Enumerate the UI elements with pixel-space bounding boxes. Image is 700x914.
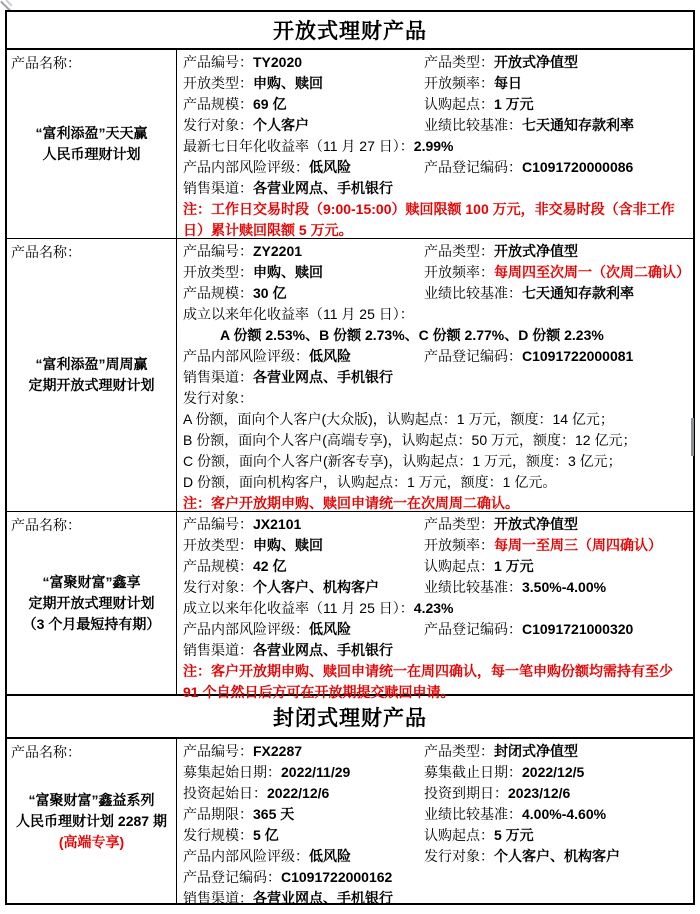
field	[424, 115, 634, 136]
field-label: 产品登记编码：	[183, 869, 281, 885]
field-label: 认购起点：	[424, 96, 494, 112]
field-label: 成立以来年化收益率（11 月 25 日）：	[183, 306, 414, 322]
field-value: 各营业网点、手机银行	[253, 642, 393, 658]
field	[183, 535, 424, 556]
detail-line	[183, 619, 690, 640]
share-class-returns: A 份额 2.53%、B 份额 2.73%、C 份额 2.77%、D 份额 2.23%	[220, 327, 604, 343]
product-name	[7, 739, 176, 903]
product-name-label: 产品名称：	[11, 55, 81, 71]
field	[424, 825, 534, 846]
field-label: 募集起始日期：	[183, 764, 281, 780]
field-label: 产品登记编码：	[424, 159, 522, 175]
product-name	[7, 239, 176, 511]
detail-line	[183, 804, 690, 825]
field-label: 产品类型：	[424, 743, 494, 759]
field	[183, 283, 424, 304]
field-value: 30 亿	[253, 285, 287, 301]
product-name-line: “富聚财富”鑫享	[42, 573, 141, 590]
detail-line	[183, 157, 690, 178]
detail-line	[183, 388, 690, 409]
field	[424, 52, 578, 73]
product-name-cell	[7, 512, 177, 694]
field	[183, 241, 424, 262]
scrollbar-thumb-fragment[interactable]	[691, 418, 694, 456]
field	[424, 241, 578, 262]
product-name-line: 人民币理财计划	[42, 146, 141, 162]
product-detail-cell	[177, 50, 693, 238]
product-name-line: “富利添盈”天天赢	[35, 125, 148, 141]
field-value: 个人客户、机构客户	[253, 579, 379, 595]
product-name-label: 产品名称：	[11, 744, 81, 760]
field	[183, 52, 424, 73]
field-value: 七天通知存款利率	[522, 117, 634, 133]
field-label: 产品规模：	[183, 96, 253, 112]
field-value: C1091721000320	[522, 621, 634, 637]
field-value: 1 万元	[494, 558, 534, 574]
field	[424, 514, 578, 535]
detail-line	[183, 783, 690, 804]
field	[424, 157, 633, 178]
field	[183, 741, 424, 762]
detail-line	[183, 888, 690, 909]
note-text: 注：客户开放期申购、赎回申请统一在次周周二确认。	[183, 495, 519, 511]
field-value: 5 万元	[494, 827, 534, 843]
field	[424, 262, 690, 283]
field-value: FX2287	[253, 743, 303, 759]
field-label: 产品登记编码：	[424, 621, 522, 637]
field	[183, 825, 424, 846]
field-label: 发行对象：	[424, 848, 494, 864]
field-label: 业绩比较基准：	[424, 117, 522, 133]
product-detail-cell	[177, 739, 693, 906]
field-value: 365 天	[253, 806, 295, 822]
field-label: 业绩比较基准：	[424, 579, 522, 595]
field-label: 开放频率：	[424, 264, 494, 280]
field-label: 成立以来年化收益率（11 月 25 日）：	[183, 600, 414, 616]
detail-line	[183, 598, 690, 619]
share-class-detail: A 份额，面向个人客户(大众版)，认购起点：1 万元，额度：14 亿元；	[183, 411, 614, 427]
detail-line	[183, 52, 690, 73]
product-name-line: “富利添盈”周周赢	[35, 356, 148, 372]
field	[424, 577, 606, 598]
field-label: 投资起始日：	[183, 785, 267, 801]
field-label: 产品内部风险评级：	[183, 348, 309, 364]
field-value: 封闭式净值型	[494, 743, 578, 759]
field-label: 开放频率：	[424, 75, 494, 91]
detail-line	[183, 741, 690, 762]
field-label: 产品规模：	[183, 285, 253, 301]
note-text: 注：客户开放期申购、赎回申请统一在周四确认，每一笔申购份额均需持有至少 91 个自然日后方可在开放期提交赎回申请。	[183, 663, 673, 700]
field	[424, 741, 578, 762]
field-label: 最新七日年化收益率（11 月 27 日）：	[183, 138, 414, 154]
detail-line	[183, 136, 690, 157]
field-value: 七天通知存款利率	[522, 285, 634, 301]
field-label: 销售渠道：	[183, 890, 253, 906]
field-label: 发行对象：	[183, 117, 253, 133]
detail-line	[183, 73, 690, 94]
field-label: 开放类型：	[183, 75, 253, 91]
product-name-cell	[7, 50, 177, 238]
field-label: 开放类型：	[183, 264, 253, 280]
field-label: 发行对象：	[183, 390, 253, 406]
field-label: 发行对象：	[183, 579, 253, 595]
field	[183, 115, 424, 136]
product-name	[7, 50, 176, 238]
field-label: 业绩比较基准：	[424, 806, 522, 822]
field-value: 每日	[494, 75, 522, 91]
field-value: 每周四至次周一（次周二确认）	[494, 264, 690, 280]
detail-line	[183, 283, 690, 304]
field-label: 业绩比较基准：	[424, 285, 522, 301]
field-label: 开放频率：	[424, 537, 494, 553]
field-value: 各营业网点、手机银行	[253, 180, 393, 196]
field-value: 2022/12/5	[522, 764, 585, 780]
field-value: 3.50%-4.00%	[522, 579, 607, 595]
product-name-line: 人民币理财计划 2287 期	[16, 812, 167, 829]
product-detail-cell	[177, 239, 693, 511]
field-value: 申购、赎回	[253, 264, 323, 280]
field-value: TY2020	[253, 54, 303, 70]
field	[424, 73, 522, 94]
field-value: 4.00%-4.60%	[522, 806, 607, 822]
field-value: 开放式净值型	[494, 54, 578, 70]
field-value: ZY2201	[253, 243, 303, 259]
detail-line	[183, 535, 690, 556]
product-row-jx2101	[7, 511, 693, 700]
product-name-cell	[7, 739, 177, 903]
field-value: C1091722000162	[281, 869, 393, 885]
field-label: 投资到期日：	[424, 785, 508, 801]
field-label: 发行规模：	[183, 827, 253, 843]
product-name	[7, 512, 176, 694]
field-label: 产品类型：	[424, 243, 494, 259]
field-label: 产品类型：	[424, 516, 494, 532]
field	[183, 73, 424, 94]
share-class-detail: D 份额，面向机构客户，认购起点：1 万元，额度：1 亿元。	[183, 474, 557, 490]
product-name-line: （3 个月最短持有期）	[22, 615, 161, 632]
field-label: 认购起点：	[424, 558, 494, 574]
detail-line	[183, 867, 690, 888]
field-label: 产品类型：	[424, 54, 494, 70]
field-label: 产品规模：	[183, 558, 253, 574]
field	[183, 157, 424, 178]
field-value: 开放式净值型	[494, 243, 578, 259]
field	[183, 556, 424, 577]
field-label: 产品编号：	[183, 243, 253, 259]
field	[424, 783, 570, 804]
field-label: 产品内部风险评级：	[183, 848, 309, 864]
field	[183, 762, 424, 783]
field-value: 2023/12/6	[508, 785, 571, 801]
field-value: C1091720000086	[522, 159, 634, 175]
field-value: 69 亿	[253, 96, 287, 112]
field	[424, 283, 634, 304]
field-label: 销售渠道：	[183, 642, 253, 658]
field-label: 开放类型：	[183, 537, 253, 553]
product-row-ty2020	[7, 48, 693, 238]
field-value: 开放式净值型	[494, 516, 578, 532]
field	[424, 556, 534, 577]
field	[183, 94, 424, 115]
product-name-line: 定期开放式理财计划	[28, 377, 155, 393]
field	[424, 535, 662, 556]
share-class-detail: B 份额，面向个人客户(高端专享)，认购起点：50 万元，额度：12 亿元；	[183, 432, 637, 448]
product-name-label: 产品名称：	[11, 244, 81, 260]
product-name-line: (高端专享)	[58, 833, 125, 850]
product-name-line: 定期开放式理财计划	[28, 594, 155, 611]
detail-line	[183, 640, 690, 661]
detail-line	[183, 762, 690, 783]
field-value: 低风险	[309, 348, 351, 364]
field	[424, 346, 633, 367]
note-text: 注：工作日交易时段（9:00-15:00）赎回限额 100 万元，非交易时段（含非工作日）累计赎回限额 5 万元。	[183, 201, 675, 238]
detail-line	[183, 514, 690, 535]
field-value: C1091722000081	[522, 348, 634, 364]
field-label: 产品编号：	[183, 516, 253, 532]
field-value: 5 亿	[253, 827, 279, 843]
detail-line	[183, 556, 690, 577]
detail-line	[183, 241, 690, 262]
field-value: 4.23%	[413, 600, 454, 616]
field-label: 产品内部风险评级：	[183, 621, 309, 637]
product-row-fx2287	[7, 737, 693, 906]
field	[183, 577, 424, 598]
field-label: 销售渠道：	[183, 369, 253, 385]
field	[424, 619, 633, 640]
detail-line	[183, 262, 690, 283]
product-name-line: “富聚财富”鑫益系列	[28, 791, 155, 808]
detail-line	[183, 304, 690, 325]
detail-line	[183, 115, 690, 136]
field-value: 42 亿	[253, 558, 287, 574]
field	[183, 346, 424, 367]
detail-line	[183, 367, 690, 388]
field-value: 2022/11/29	[281, 764, 351, 780]
field-value: 低风险	[309, 621, 351, 637]
detail-line	[183, 178, 690, 199]
product-row-zy2201	[7, 238, 693, 511]
field	[183, 262, 424, 283]
detail-line	[183, 825, 690, 846]
field-label: 认购起点：	[424, 827, 494, 843]
section-title-open: 开放式理财产品	[273, 20, 427, 43]
field-value: 个人客户	[253, 117, 309, 133]
field-value: 2022/12/6	[267, 785, 330, 801]
field	[183, 619, 424, 640]
section-title-closed: 封闭式理财产品	[7, 694, 693, 737]
field	[424, 804, 606, 825]
field	[424, 762, 584, 783]
field-label: 募集截止日期：	[424, 764, 522, 780]
field	[183, 804, 424, 825]
field-value: 每周一至周三（周四确认）	[494, 537, 662, 553]
field-value: 申购、赎回	[253, 537, 323, 553]
field-label: 销售渠道：	[183, 180, 253, 196]
detail-line	[183, 346, 690, 367]
field-label: 产品内部风险评级：	[183, 159, 309, 175]
field-value: 1 万元	[494, 96, 534, 112]
field-value: 各营业网点、手机银行	[253, 890, 393, 906]
field-label: 产品登记编码：	[424, 348, 522, 364]
field-label: 产品编号：	[183, 743, 253, 759]
detail-line	[183, 846, 690, 867]
field-value: 申购、赎回	[253, 75, 323, 91]
field	[183, 846, 424, 867]
field-label: 产品编号：	[183, 54, 253, 70]
detail-line	[183, 94, 690, 115]
share-class-detail: C 份额，面向个人客户(新客专享)，认购起点：1 万元，额度：3 亿元；	[183, 453, 622, 469]
field-value: 低风险	[309, 848, 351, 864]
product-detail-cell	[177, 512, 693, 700]
field	[424, 846, 620, 867]
product-name-label: 产品名称：	[11, 517, 81, 533]
field	[424, 94, 534, 115]
field-value: 低风险	[309, 159, 351, 175]
detail-line	[183, 577, 690, 598]
product-table	[5, 10, 695, 905]
product-name-cell	[7, 239, 177, 511]
field-value: JX2101	[253, 516, 302, 532]
field-value: 各营业网点、手机银行	[253, 369, 393, 385]
field-label: 产品期限：	[183, 806, 253, 822]
field	[183, 783, 424, 804]
field-value: 2.99%	[413, 138, 454, 154]
field-value: 个人客户、机构客户	[494, 848, 620, 864]
field	[183, 514, 424, 535]
